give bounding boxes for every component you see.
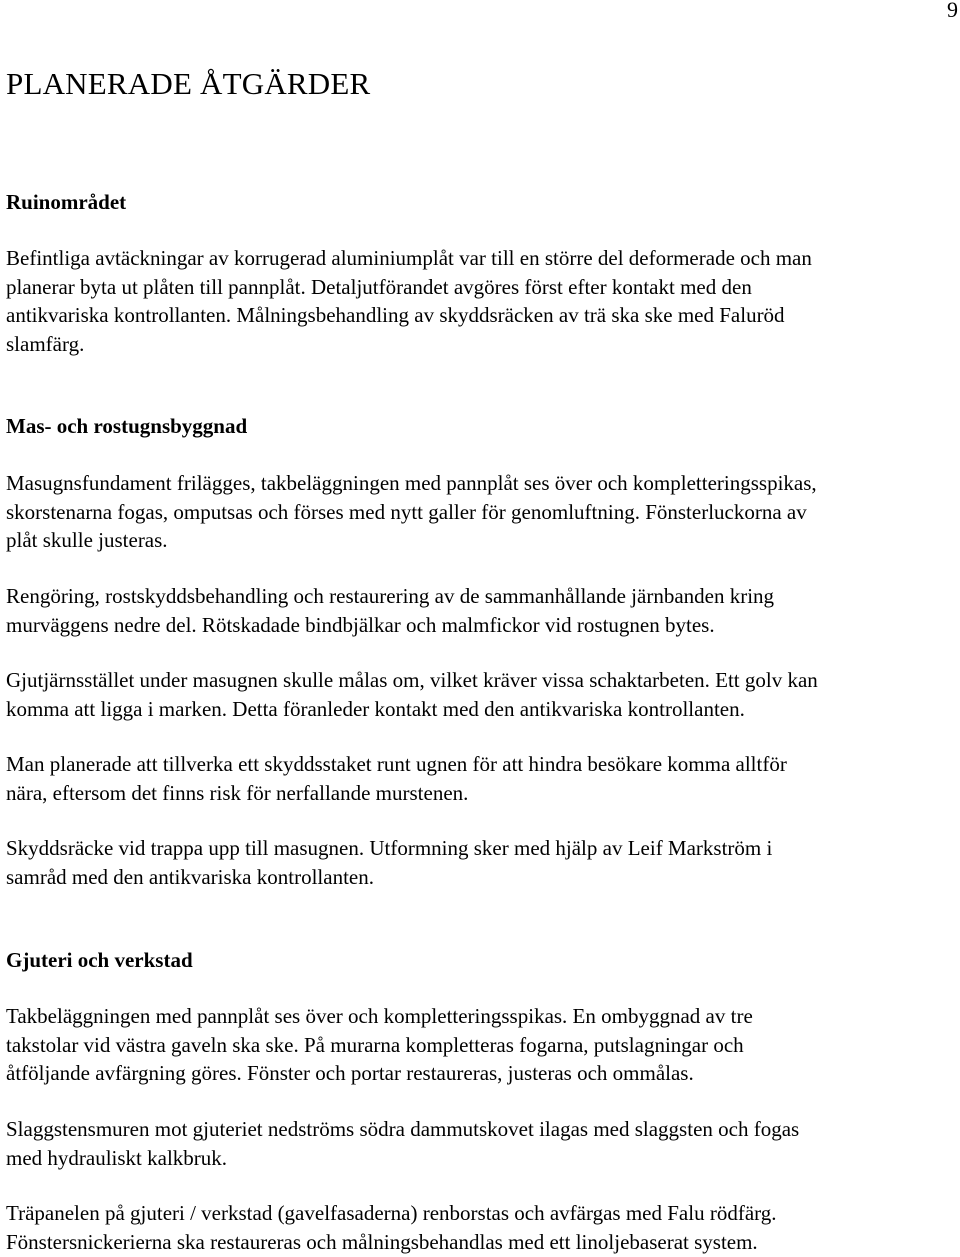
paragraph: Man planerade att tillverka ett skyddsstaket runt ugnen för att hindra besökare komma alltför nära, eftersom det finns risk för nerfallande murstenen. [6,752,787,805]
paragraph: Befintliga avtäckningar av korrugerad aluminiumplåt var till en större del deformerade och man planerar byta ut plåten till pannplåt. Detaljutförandet avgöres först efter kontakt med den antikvariska kontrollanten. Målningsbehandling av skyddsräcken av trä ska ske med Faluröd slamfärg. [6,246,812,356]
section-heading-mas-och-rostugnsbyggnad: Mas- och rostugnsbyggnad [6,414,248,438]
page-title: PLANERADE ÅTGÄRDER [6,66,371,101]
section-heading-gjuteri-och-verkstad: Gjuteri och verkstad [6,948,193,972]
paragraph: Masugnsfundament frilägges, takbeläggningen med pannplåt ses över och kompletteringsspikas, skorstenarna fogas, omputsas och förses med nytt galler för genomluftning. Fönsterluckorna av plåt skulle justeras. [6,471,817,552]
paragraph: Slaggstensmuren mot gjuteriet nedströms södra dammutskovet ilagas med slaggsten och fogas med hydrauliskt kalkbruk. [6,1117,800,1170]
paragraph: Rengöring, rostskyddsbehandling och restaurering av de sammanhållande järnbanden kring murväggens nedre del. Rötskadade bindbjälkar och malmfickor vid rostugnen bytes. [6,584,775,637]
section-heading-ruinomradet: Ruinområdet [6,190,127,214]
paragraph: Takbeläggningen med pannplåt ses över och kompletteringsspikas. En ombyggnad av tre takstolar vid västra gaveln ska ske. På murarna kompletteras fogarna, putslagningar och åtföljande avfärgning göres. Fönster och portar restaureras, justeras och ommålas. [6,1004,753,1085]
paragraph: Gjutjärnsstället under masugnen skulle målas om, vilket kräver vissa schaktarbeten. Ett golv kan komma att ligga i marken. Detta föranleder kontakt med den antikvariska kontrollanten. [6,668,818,721]
paragraph: Skyddsräcke vid trappa upp till masugnen. Utformning sker med hjälp av Leif Markström i samråd med den antikvariska kontrollanten. [6,836,773,889]
page-number: 9 [947,0,958,22]
paragraph: Träpanelen på gjuteri / verkstad (gavelfasaderna) renborstas och avfärgas med Falu rödfärg. Fönstersnickerierna ska restaureras och målningsbehandlas med ett linoljebaserat system. [6,1201,777,1254]
